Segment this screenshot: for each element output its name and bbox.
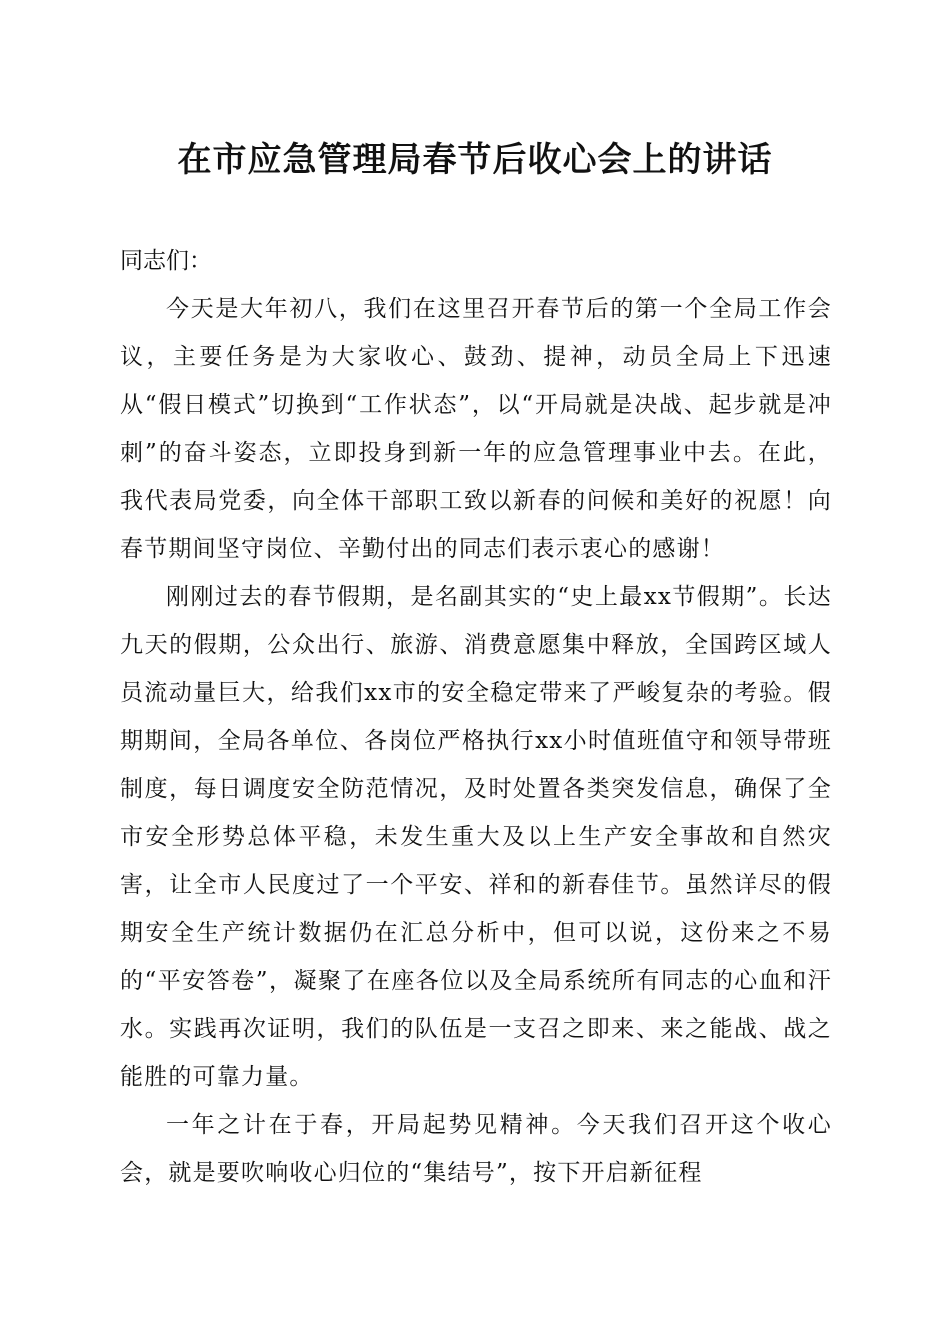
document-title: 在市应急管理局春节后收心会上的讲话 bbox=[177, 140, 773, 180]
paragraph-1: 今天是大年初八，我们在这里召开春节后的第一个全局工作会议，主要任务是为大家收心、鼓劲、提神，动员全局上下迅速从“假日模式”切换到“工作状态”，以“开局就是决战、起步就是冲刺”的奋斗姿态，立即投身到新一年的应急管理事业中去。在此，我代表局党委，向全体干部职工致以新春的问候和美好的祝愿！向春节期间坚守岗位、辛勤付出的同志们表示衷心的感谢！ bbox=[120, 296, 832, 562]
document-body bbox=[120, 237, 832, 1197]
paragraph-2: 刚刚过去的春节假期，是名副其实的“史上最xx节假期”。长达九天的假期，公众出行、旅游、消费意愿集中释放，全国跨区域人员流动量巨大，给我们xx市的安全稳定带来了严峻复杂的考验。假期期间，全局各单位、各岗位严格执行xx小时值班值守和领导带班制度，每日调度安全防范情况，及时处置各类突发信息，确保了全市安全形势总体平稳，未发生重大及以上生产安全事故和自然灾害，让全市人民度过了一个平安、祥和的新春佳节。虽然详尽的假期安全生产统计数据仍在汇总分析中，但可以说，这份来之不易的“平安答卷”，凝聚了在座各位以及全局系统所有同志的心血和汗水。实践再次证明，我们的队伍是一支召之即来、来之能战、战之能胜的可靠力量。 bbox=[120, 584, 832, 1090]
salutation: 同志们： bbox=[120, 248, 212, 274]
paragraph-3: 一年之计在于春，开局起势见精神。今天我们召开这个收心会，就是要吹响收心归位的“集结号”，按下开启新征程 bbox=[120, 1112, 832, 1186]
